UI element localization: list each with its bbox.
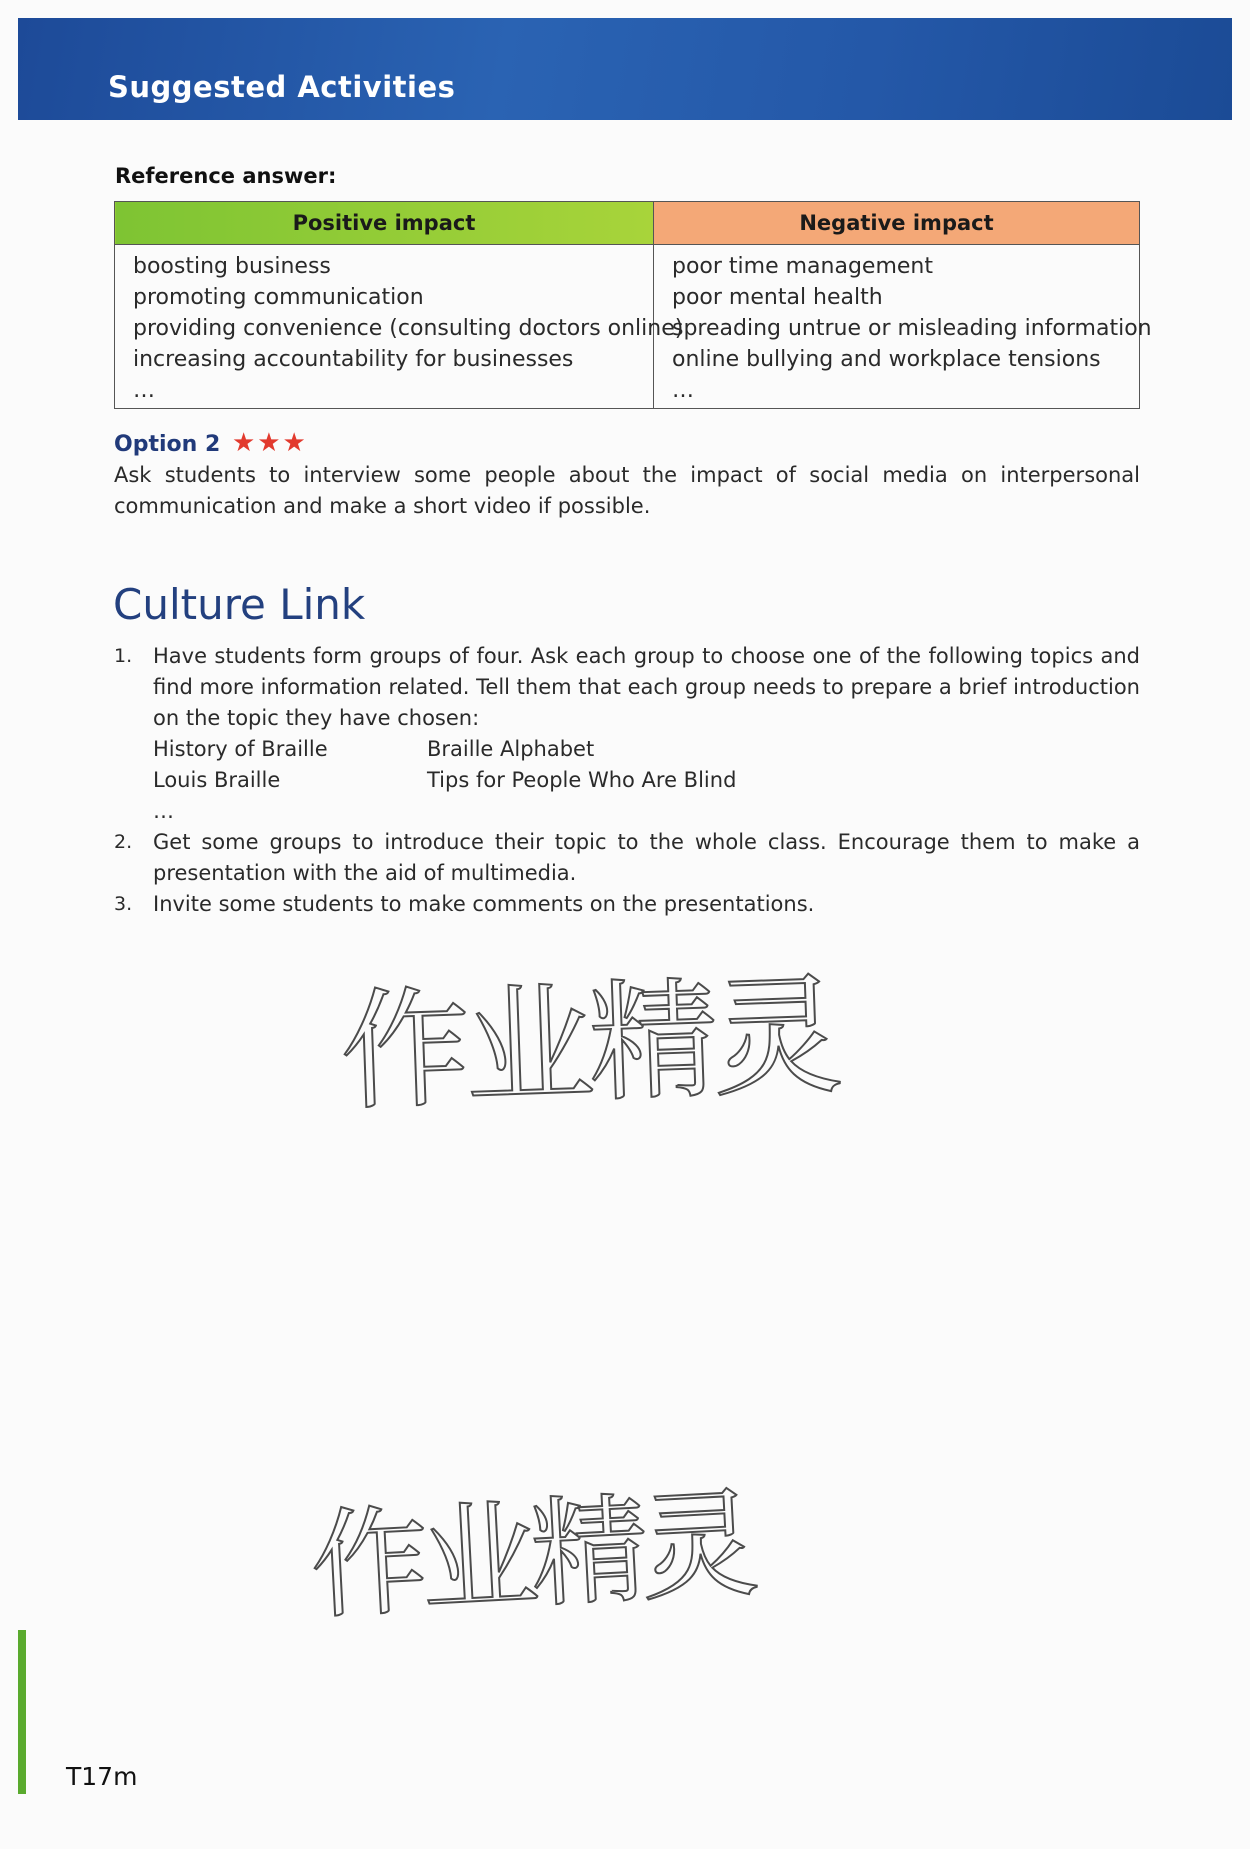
- list-item-text: Have students form groups of four. Ask each group to choose one of the following topics and find more information related. Tell them that each group needs to prepare a brief introduction on the topic they have chosen:: [153, 644, 1140, 730]
- list-number: 3.: [114, 893, 133, 915]
- culture-link-list: [114, 641, 1140, 920]
- list-item: poor mental health: [672, 285, 883, 310]
- list-item-text: Invite some students to make comments on the presentations.: [153, 892, 815, 916]
- option-2-heading: [114, 428, 308, 458]
- list-item: …: [133, 378, 155, 403]
- watermark: 作业精灵: [307, 1474, 754, 1636]
- topic-item: Louis Braille: [153, 768, 281, 792]
- negative-impact-header: Negative impact: [654, 202, 1140, 245]
- topic-item: Tips for People Who Are Blind: [427, 768, 737, 792]
- impact-table: [114, 201, 1152, 409]
- page-side-bar: [18, 1630, 26, 1794]
- reference-answer-label: Reference answer:: [115, 164, 337, 188]
- list-item: …: [672, 378, 694, 403]
- topic-ellipsis: …: [153, 799, 174, 823]
- header-band: [18, 18, 1232, 120]
- table-header-row: [115, 202, 1140, 245]
- list-item: [114, 827, 1140, 889]
- table-row: [115, 245, 1140, 409]
- star-rating-icon: ★★★: [231, 428, 308, 458]
- list-item: providing convenience (consulting doctors online): [133, 316, 684, 341]
- watermark: 作业精灵: [337, 959, 839, 1129]
- list-number: 1.: [114, 645, 133, 667]
- section-title: Suggested Activities: [108, 70, 456, 104]
- topic-item: History of Braille: [153, 737, 328, 761]
- list-number: 2.: [114, 831, 133, 853]
- topic-grid: [153, 734, 1140, 796]
- list-item: online bullying and workplace tensions: [672, 347, 1101, 372]
- list-item: increasing accountability for businesses: [133, 347, 574, 372]
- list-item: [114, 889, 1140, 920]
- page-number: T17m: [66, 1762, 138, 1791]
- list-item: [114, 641, 1140, 827]
- option-2-label: Option 2: [114, 432, 221, 457]
- negative-impact-cell: [654, 245, 1152, 409]
- culture-link-title: Culture Link: [113, 580, 366, 629]
- positive-impact-cell: [115, 245, 684, 409]
- topic-item: Braille Alphabet: [427, 737, 595, 761]
- list-item: boosting business: [133, 254, 331, 279]
- option-2-text: Ask students to interview some people about the impact of social media on interpersonal communication and make a short video if possible.: [114, 463, 1140, 518]
- list-item: poor time management: [672, 254, 933, 279]
- positive-impact-header: Positive impact: [115, 202, 654, 245]
- list-item: promoting communication: [133, 285, 424, 310]
- list-item: spreading untrue or misleading information: [672, 316, 1152, 341]
- list-item-text: Get some groups to introduce their topic to the whole class. Encourage them to make a presentation with the aid of multimedia.: [153, 830, 1140, 885]
